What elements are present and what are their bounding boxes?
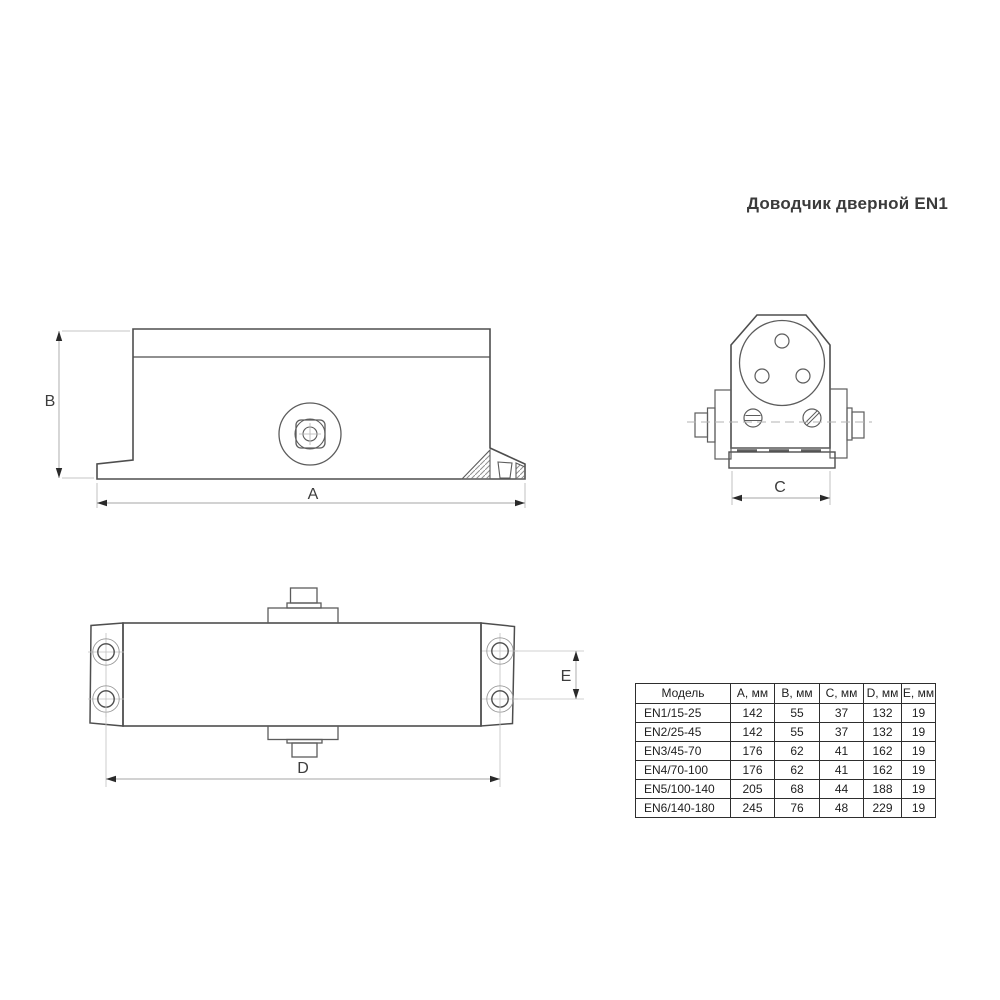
value-cell: 176	[731, 761, 775, 780]
value-cell: 62	[775, 742, 820, 761]
value-cell: 19	[902, 761, 936, 780]
column-header: A, мм	[731, 684, 775, 704]
value-cell: 245	[731, 799, 775, 818]
side-view-body-outline	[97, 329, 525, 479]
value-cell: 37	[820, 723, 864, 742]
top-view-drawing	[88, 588, 584, 787]
value-cell: 176	[731, 742, 775, 761]
shaft-top-cap	[291, 588, 318, 603]
value-cell: 19	[902, 780, 936, 799]
dim-label-b: B	[44, 393, 56, 410]
dim-e-arrow-bottom	[573, 689, 579, 699]
dimension-e	[514, 651, 584, 699]
model-cell: EN4/70-100	[636, 761, 731, 780]
table-row	[636, 761, 936, 780]
dimension-b	[45, 331, 130, 478]
right-boss-block	[830, 389, 847, 458]
end-view-screw-right	[803, 409, 821, 427]
model-cell: EN1/15-25	[636, 704, 731, 723]
dim-label-e: E	[560, 668, 572, 685]
dimensions-table	[635, 683, 936, 818]
table-header-row	[636, 684, 936, 704]
value-cell: 37	[820, 704, 864, 723]
value-cell: 19	[902, 723, 936, 742]
hatch-triangle	[462, 450, 490, 479]
dim-label-d: D	[297, 760, 309, 777]
value-cell: 162	[864, 742, 902, 761]
column-header: C, мм	[820, 684, 864, 704]
table-row	[636, 723, 936, 742]
value-cell: 41	[820, 742, 864, 761]
side-view-pinion-cam	[279, 403, 341, 465]
value-cell: 19	[902, 704, 936, 723]
right-boss-mid-tab	[847, 408, 852, 440]
model-cell: EN2/25-45	[636, 723, 731, 742]
dim-a-arrow-right	[515, 500, 525, 506]
top-view-body	[123, 623, 481, 726]
dim-label-c: C	[774, 479, 786, 496]
model-cell: EN5/100-140	[636, 780, 731, 799]
shaft-top-base	[268, 608, 338, 623]
shaft-bottom-cap	[292, 743, 317, 757]
value-cell: 76	[775, 799, 820, 818]
value-cell: 188	[864, 780, 902, 799]
end-view-drawing	[687, 315, 872, 505]
table-row	[636, 780, 936, 799]
dimensions-table-container	[635, 683, 936, 818]
end-view-hole-left	[755, 369, 769, 383]
value-cell: 142	[731, 704, 775, 723]
model-cell: EN6/140-180	[636, 799, 731, 818]
model-cell: EN3/45-70	[636, 742, 731, 761]
page-title: Доводчик дверной EN1	[746, 194, 948, 213]
end-view-screw-left	[744, 409, 762, 427]
table-header	[636, 684, 936, 704]
left-boss-block	[715, 390, 731, 459]
value-cell: 55	[775, 723, 820, 742]
value-cell: 55	[775, 704, 820, 723]
value-cell: 142	[731, 723, 775, 742]
hatch-strip	[516, 463, 525, 479]
column-header: B, мм	[775, 684, 820, 704]
table-row	[636, 799, 936, 818]
right-boss-outer-tab	[852, 412, 864, 438]
side-view-drawing	[45, 329, 525, 508]
dimension-a	[97, 483, 525, 508]
end-view-left-boss	[695, 390, 731, 459]
end-view-hole-right	[796, 369, 810, 383]
dim-c-arrow-right	[820, 495, 830, 501]
dim-label-a: A	[307, 486, 319, 503]
shaft-bottom-base	[268, 726, 338, 740]
value-cell: 68	[775, 780, 820, 799]
value-cell: 62	[775, 761, 820, 780]
dim-d-arrow-left	[106, 776, 116, 782]
left-boss-mid-tab	[708, 408, 716, 442]
column-header: D, мм	[864, 684, 902, 704]
screw-right-head	[803, 409, 821, 427]
end-view-base	[729, 452, 835, 468]
end-view-body-outline	[731, 315, 830, 448]
screw-notch	[498, 462, 512, 478]
end-view-hole-top	[775, 334, 789, 348]
left-boss-outer-tab	[695, 413, 708, 437]
screw-left-head	[744, 409, 762, 427]
dimensions-table-body	[636, 704, 936, 818]
dim-e-arrow-top	[573, 651, 579, 661]
value-cell: 205	[731, 780, 775, 799]
dim-b-arrow-bottom	[56, 468, 62, 478]
value-cell: 132	[864, 723, 902, 742]
table-row	[636, 742, 936, 761]
value-cell: 19	[902, 799, 936, 818]
column-header: E, мм	[902, 684, 936, 704]
end-view-spring-circle	[740, 321, 825, 406]
value-cell: 48	[820, 799, 864, 818]
table-row	[636, 704, 936, 723]
top-view-shaft-top	[268, 588, 338, 623]
column-header: Модель	[636, 684, 731, 704]
side-view-section-hatching	[462, 450, 525, 479]
value-cell: 132	[864, 704, 902, 723]
value-cell: 162	[864, 761, 902, 780]
shaft-top-step	[287, 603, 321, 608]
value-cell: 44	[820, 780, 864, 799]
top-view-shaft-bottom	[268, 726, 338, 757]
value-cell: 41	[820, 761, 864, 780]
dim-c-arrow-left	[732, 495, 742, 501]
dim-d-arrow-right	[490, 776, 500, 782]
dimension-d	[106, 705, 500, 787]
end-view-right-boss	[830, 389, 864, 458]
top-view-mounting-holes	[88, 633, 518, 717]
dim-b-arrow-top	[56, 331, 62, 341]
dimension-c	[732, 471, 830, 505]
value-cell: 19	[902, 742, 936, 761]
value-cell: 229	[864, 799, 902, 818]
dim-a-arrow-left	[97, 500, 107, 506]
